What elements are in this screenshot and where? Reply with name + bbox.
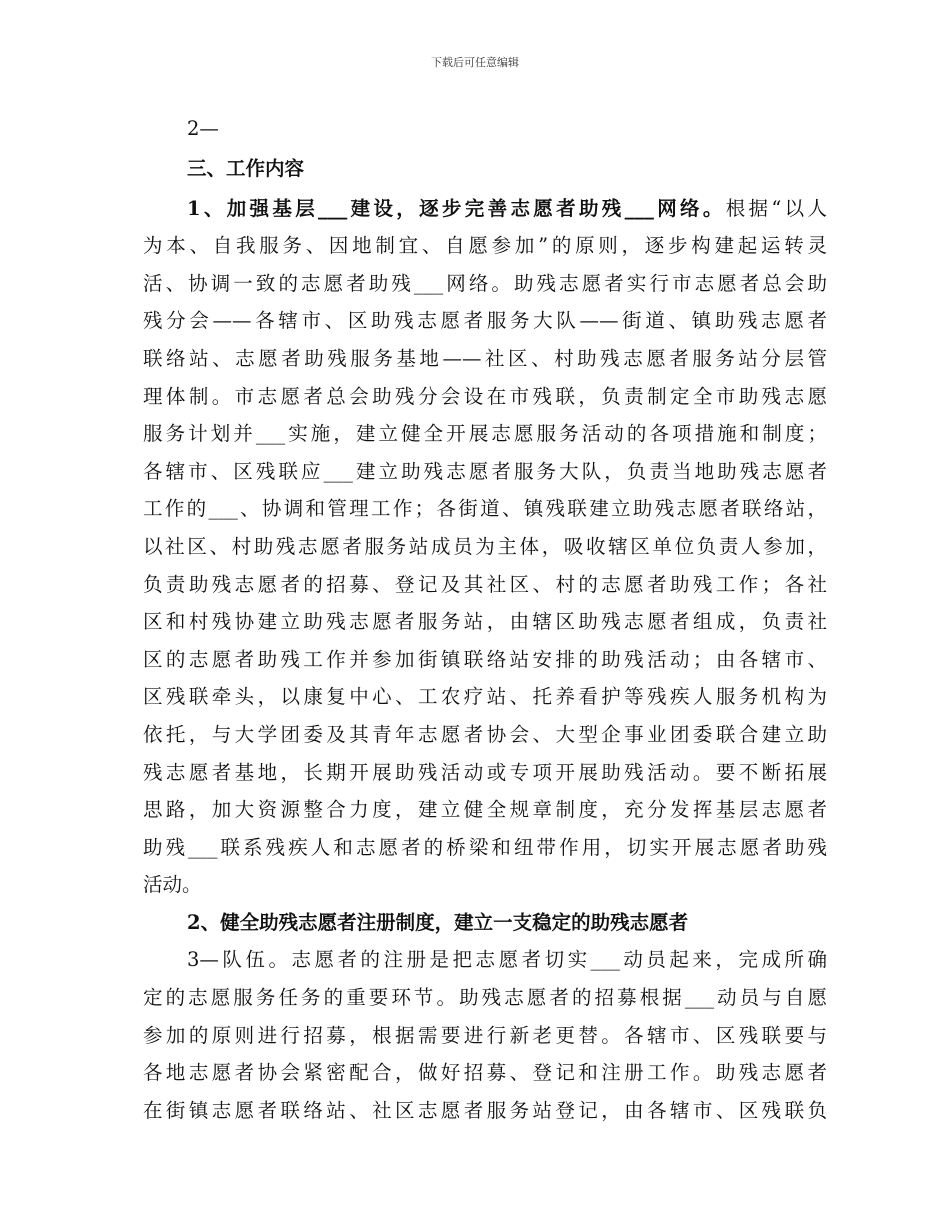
body-text-line: 参加的原则进行招募，根据需要进行新老更替。各辖市、区残联要与 — [143, 1023, 827, 1047]
body-text-line: 依托，与大学团委及其青年志愿者协会、大型企事业团委联合建立助 — [143, 722, 827, 746]
body-text-line: 助残___联系残疾人和志愿者的桥梁和纽带作用，切实开展志愿者助残 — [143, 835, 827, 859]
body-text-line: 联络站、志愿者助残服务基地——社区、村助残志愿者服务站分层管 — [143, 346, 827, 370]
page-header-note: 下载后可任意编辑 — [431, 56, 519, 69]
body-text-line: 3—队伍。志愿者的注册是把志愿者切实___动员起来，完成所确 — [187, 948, 827, 972]
body-text-line: 残志愿者基地，长期开展助残活动或专项开展助残活动。要不断拓展 — [143, 760, 827, 784]
document-body — [143, 110, 827, 1129]
subsection-heading-line — [143, 190, 827, 228]
body-text-line: 为本、自我服务、因地制宜、自愿参加”的原则，逐步构建起运转灵 — [143, 234, 827, 258]
body-text-line: 各地志愿者协会紧密配合，做好招募、登记和注册工作。助残志愿者 — [143, 1061, 827, 1085]
body-text-line: 活动。 — [143, 873, 202, 897]
body-text-line: 思路，加大资源整合力度，建立健全规章制度，充分发挥基层志愿者 — [143, 798, 827, 822]
body-text-line: 各辖市、区残联应___建立助残志愿者服务大队，负责当地助残志愿者 — [143, 459, 827, 483]
body-text-line: 区的志愿者助残工作并参加街镇联络站安排的助残活动；由各辖市、 — [143, 647, 827, 671]
body-text-line: 2— — [187, 117, 219, 140]
body-text-line: 服务计划并___实施，建立健全开展志愿服务活动的各项措施和制度； — [143, 422, 827, 446]
body-text-line: 区残联牵头，以康复中心、工农疗站、托养看护等残疾人服务机构为 — [143, 685, 827, 709]
section-heading: 三、工作内容 — [187, 156, 305, 180]
body-text-line: 活、协调一致的志愿者助残___网络。助残志愿者实行市志愿者总会助 — [143, 271, 827, 295]
body-text-line: 负责助残志愿者的招募、登记及其社区、村的志愿者助残工作；各社 — [143, 572, 827, 596]
body-text-line: 理体制。市志愿者总会助残分会设在市残联，负责制定全市助残志愿 — [143, 384, 827, 408]
heading-bold-text: 1、加强基层___建设，逐步完善志愿者助残___网络。 — [187, 196, 726, 220]
body-text-line: 残分会——各辖市、区助残志愿者服务大队——街道、镇助残志愿者 — [143, 309, 827, 333]
heading-trailing-text: 根据“以人 — [725, 196, 827, 220]
body-text-line: 定的志愿服务任务的重要环节。助残志愿者的招募根据___动员与自愿 — [143, 986, 827, 1010]
body-text-line: 以社区、村助残志愿者服务站成员为主体，吸收辖区单位负责人参加， — [143, 534, 827, 558]
subsection-heading-line: 2、健全助残志愿者注册制度，建立一支稳定的助残志愿者 — [187, 910, 689, 934]
body-text-line: 工作的___、协调和管理工作；各街道、镇残联建立助残志愿者联络站， — [143, 497, 827, 521]
body-text-line: 区和村残协建立助残志愿者服务站，由辖区助残志愿者组成，负责社 — [143, 610, 827, 634]
body-text-line: 在街镇志愿者联络站、社区志愿者服务站登记，由各辖市、区残联负 — [143, 1098, 827, 1122]
